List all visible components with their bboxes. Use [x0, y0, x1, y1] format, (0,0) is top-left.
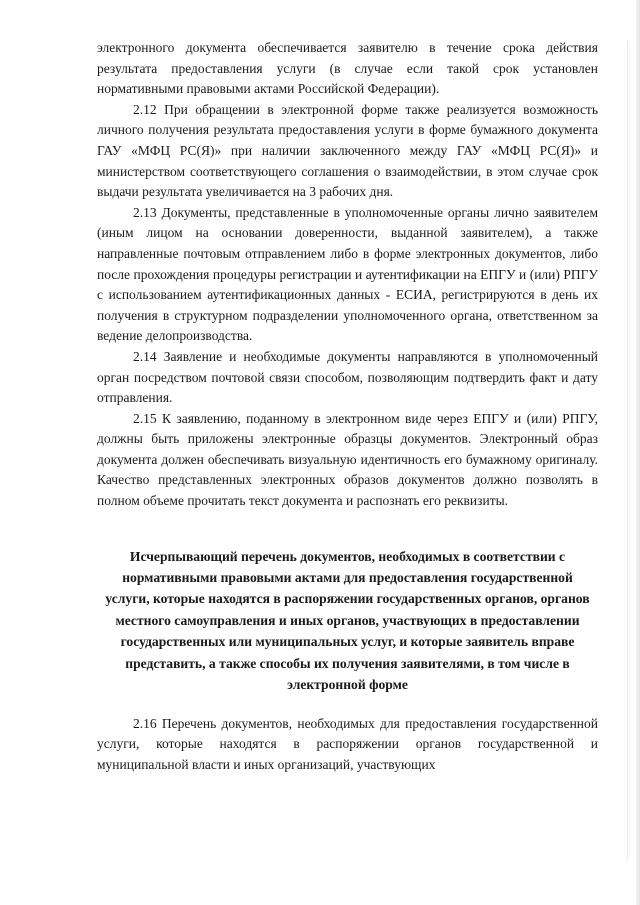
paragraph-2-16: 2.16 Перечень документов, необходимых для предоставления государственной услуги, которые находятся в распоряжении органов государственной и муниципальной власти и иных организаций, участвующих — [97, 715, 598, 772]
section-heading: Исчерпывающий перечень документов, необходимых в соответствии с нормативными правовыми актами для предоставления государственной услуги, которые находятся в распоряжении государственных органов, органов местного самоуправления и иных органов, участвующих в предоставлении государственных или муниципальных услуг, и которые заявитель вправе представить, а также способы их получения заявителями, в том числе в электронной форме — [105, 548, 590, 693]
paragraph-2-12: 2.12 При обращении в электронной форме также реализуется возможность личного получения результата предоставления услуги в форме бумажного документа ГАУ «МФЦ РС(Я)» при наличии заключенного между ГАУ «МФЦ РС(Я)» и министерством соответствующего соглашения о взаимодействии, в этом случае срок выдачи результата увеличивается на 3 рабочих дня. — [97, 101, 598, 200]
paragraph-2-13: 2.13 Документы, представленные в уполномоченные органы лично заявителем (иным лицом на основании доверенности, выданной заявителем), а также направленные почтовым отправлением либо в форме электронных документов, либо после прохождения процедуры регистрации и аутентификации на ЕПГУ и (или) РПГУ с использованием аутентификационных данных - ЕСИА, регистрируются в день их получения в структурном подразделении уполномоченного органа, ответственном за ведение делопроизводства. — [97, 204, 598, 344]
scan-margin-dots — [626, 40, 628, 860]
paragraph-2-14: 2.14 Заявление и необходимые документы направляются в уполномоченный орган посредством почтовой связи способом, позволяющим подтвердить факт и дату отправления. — [97, 348, 598, 406]
paragraph-continuation: электронного документа обеспечивается заявителю в течение срока действия результата предоставления услуги (в случае если такой срок установлен нормативными правовыми актами Российской Федерации). — [97, 40, 598, 97]
scan-edge-shadow — [636, 0, 640, 905]
paragraph-2-15: 2.15 К заявлению, поданному в электронном виде через ЕПГУ и (или) РПГУ, должны быть приложены электронные образцы документов. Электронный образ документа должен обеспечивать визуальную идентичность его бумажному оригиналу. Качество представленных электронных образов документов должно позволять в полном объеме прочитать текст документа и распознать его реквизиты. — [97, 410, 598, 509]
